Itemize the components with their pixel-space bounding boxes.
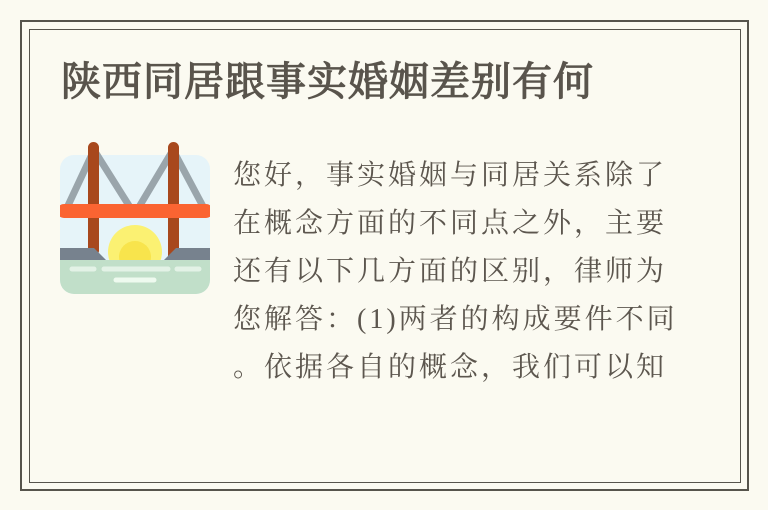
- paragraph-line: 您好，事实婚姻与同居关系除了: [233, 160, 668, 191]
- paragraph-line: 您解答：(1)两者的构成要件不同: [233, 304, 678, 335]
- bridge-illustration-icon: [60, 140, 210, 294]
- page-title: 陕西同居跟事实婚姻差别有何: [61, 60, 594, 104]
- paragraph-line: 在概念方面的不同点之外，主要: [233, 208, 668, 239]
- article-paragraph: [233, 152, 683, 392]
- water: [60, 260, 210, 294]
- paragraph-line: 还有以下几方面的区别，律师为: [233, 256, 668, 287]
- bridge-deck: [60, 204, 210, 218]
- bridge-tower-left: [88, 142, 99, 256]
- paragraph-line: 。依据各自的概念，我们可以知: [233, 352, 668, 383]
